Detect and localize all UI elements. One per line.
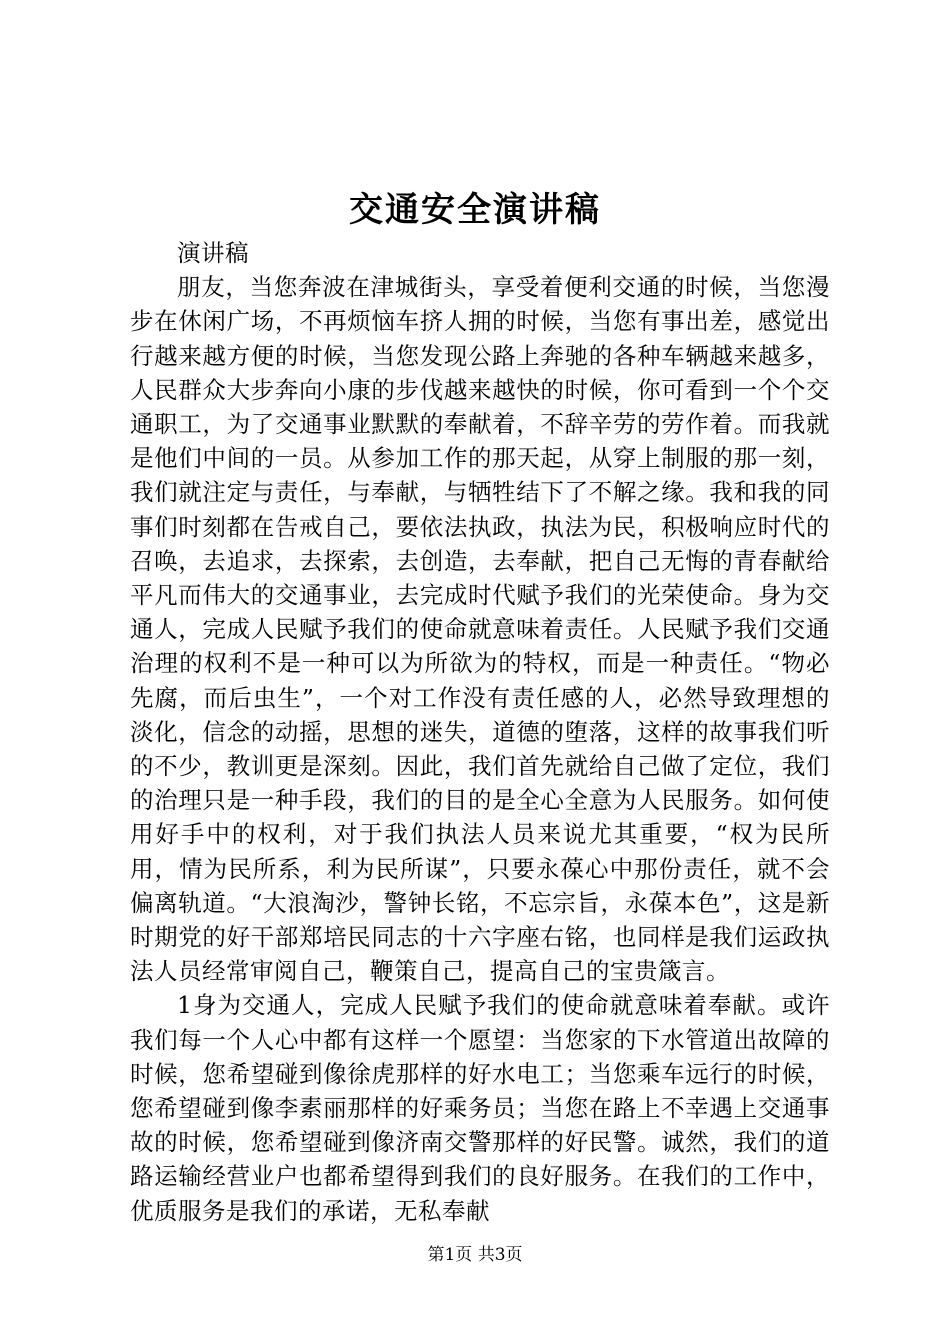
paragraph-subtitle: 演讲稿 [177, 239, 249, 267]
paragraph-responsibility: 朋友，当您奔波在津城街头，享受着便利交通的时候，当您漫步在休闲广场，不再烦恼车挤人拥的时候，当您有事出差，感觉出行越来越方便的时候，当您发现公路上奔驰的各种车辆越来越多，人民群众大步奔向小康的步伐越来越快的时候，你可看到一个个交通职工，为了交通事业默默的奉献着，不辞辛劳的劳作着。而我就是他们中间的一员。从参加工作的那天起，从穿上制服的那一刻，我们就注定与责任，与奉献，与牺牲结下了不解之缘。我和我的同事们时刻都在告戒自己，要依法执政，执法为民，积极响应时代的召唤，去追求，去探索，去创造，去奉献，把自己无悔的青春献给平凡而伟大的交通事业，去完成时代赋予我们的光荣使命。身为交通人，完成人民赋予我们的使命就意味着责任。人民赋予我们交通治理的权利不是一种可以为所欲为的特权，而是一种责任。“物必先腐，而后虫生”，一个对工作没有责任感的人，必然导致理想的淡化，信念的动摇，思想的迷失，道德的堕落，这样的故事我们听的不少，教训更是深刻。因此，我们首先就给自己做了定位，我们的治理只是一种手段，我们的目的是全心全意为人民服务。如何使用好手中的权利，对于我们执法人员来说尤其重要，“权为民所用，情为民所系，利为民所谋”，只要永葆心中那份责任，就不会偏离轨道。“大浪淘沙，警钟长铭，不忘宗旨，永葆本色”，这是新时期党的好干部郑培民同志的十六字座右铭，也同样是我们运政执法人员经常审阅自己，鞭策自己，提高自己的宝贵箴言。 [130, 273, 830, 986]
document-body [130, 236, 830, 1228]
document-title: 交通安全演讲稿 [349, 190, 601, 230]
paragraph-dedication: 1身为交通人，完成人民赋予我们的使命就意味着奉献。或许我们每一个人心中都有这样一个愿望：当您家的下水管道出故障的时候，您希望碰到像徐虎那样的好水电工；当您乘车远行的时候，您希望碰到像李素丽那样的好乘务员；当您在路上不幸遇上交通事故的时候，您希望碰到像济南交警那样的好民警。诚然，我们的道路运输经营业户也都希望得到我们的良好服务。在我们的工作中，优质服务是我们的承诺，无私奉献 [130, 991, 830, 1225]
page-number-footer: 第1页 共3页 [427, 1245, 523, 1265]
